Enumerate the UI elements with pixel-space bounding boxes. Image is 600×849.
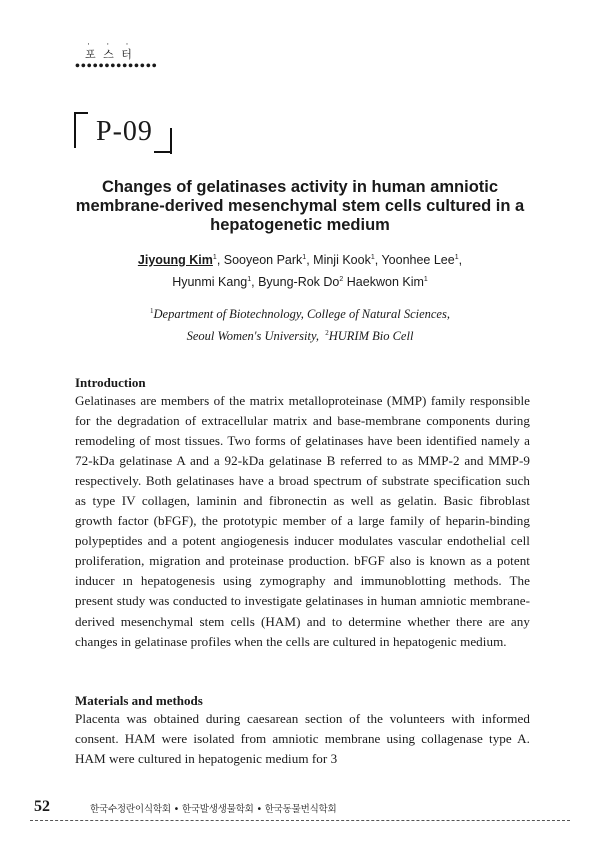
poster-code-bracket-left [74, 112, 76, 148]
paper-title: Changes of gelatinases activity in human amniotic membrane-derived mesenchymal stem cells cultured in a hepatogenetic medium [75, 178, 525, 234]
poster-code-bracket-top [74, 112, 88, 114]
author-sup: 1 [247, 276, 252, 283]
section-heading-materials: Materials and methods [75, 693, 203, 708]
section-tag-dots-top: · · · [87, 39, 136, 49]
author: Sooyeon Park [223, 253, 303, 267]
author-first: Jiyoung Kim [137, 253, 213, 267]
author: Hyunmi Kang [172, 275, 248, 289]
author-sup: 1 [370, 254, 375, 261]
affiliations [100, 302, 500, 346]
footer-societies: 한국수정란이식학회 • 한국발생생물학회 • 한국동물번식학회 [90, 804, 337, 815]
author: Haekwon Kim [346, 275, 424, 289]
section-heading-introduction: Introduction [75, 375, 146, 390]
introduction-body: Gelatinases are members of the matrix metalloproteinase (MMP) family responsible for the degradation of extracellular matrix and base-membrane components during remodeling of most tissues. Two forms of gelatinases have been identified namely a 72-kDa gelatinase A and a 92-kDa gelatinase B referred to as MMP-2 and MMP-9 respectively. Both gelatinases have a broad spectrum of substrate specification such as type IV collagen, laminin and fibronectin as well as gelatin. Basic fibroblast growth factor (bFGF), the prototypic member of a large family of heparin-binding polypeptides and a potent angiogenesis inducer modulates vascular endothelial cell proliferation, migration and proteinase production. bFGF also is known as a potent inducer ın hepatogenesis using zymography and immunoblotting methods. The present study was conducted to investigate gelatinases in human amniotic membrane-derived mesenchymal stem cells (HAM) and to determine whether there are any changes in gelatinase profiles when the cells are cultured in hepatogenic medium. [75, 393, 530, 649]
section-tag [75, 40, 175, 72]
poster-code-bracket-bottom [154, 151, 172, 153]
author: Yoonhee Lee [381, 253, 455, 267]
author-sup: 1 [423, 276, 428, 283]
affiliation-sup: 2 [325, 329, 329, 337]
affiliation-line: Seoul Women's University, [186, 329, 319, 343]
poster-code: P-09 [96, 116, 153, 147]
section-tag-label: 포 스 터 [85, 48, 134, 61]
author-list: Jiyoung Kim$^1$, Sooyeon Park$^1$, Minji Kook$^1$, Yoonhee Lee$^1$, Hyunmi Kang$^1$, Byung-Rok Do$^2$ Haekwon Kim$^1$ [137, 253, 463, 289]
author-sup: 2 [339, 276, 344, 283]
affiliation-line: HURIM Bio Cell [328, 329, 414, 343]
materials-body: Placenta was obtained during caesarean section of the volunteers with informed consent. HAM were isolated from amniotic membrane using collagenase type A. HAM were cultured in hepatogenic medium for 3 [75, 711, 530, 767]
author-sup: 1 [302, 254, 307, 261]
affiliation-line: Department of Biotechnology, College of Natural Sciences, [153, 307, 450, 321]
affiliation-sup: 1 [150, 307, 154, 315]
author-sup: 1 [454, 254, 459, 261]
author: Byung-Rok Do [258, 275, 340, 289]
page-number: 52 [34, 798, 50, 815]
footer-rule [30, 820, 570, 821]
section-tag-dots-bottom: •••••••••••••• [75, 59, 158, 74]
author: Minji Kook [313, 253, 371, 267]
author-first-sup: 1 [212, 254, 217, 261]
poster-code-box [74, 104, 184, 164]
